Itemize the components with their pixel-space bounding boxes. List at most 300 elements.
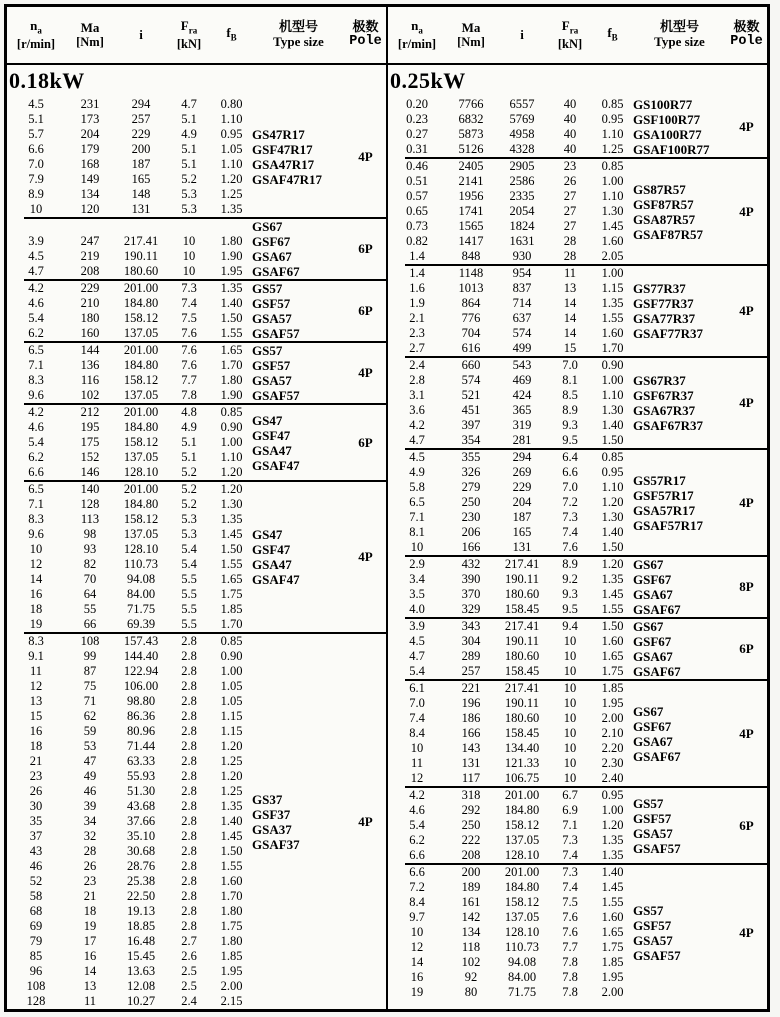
cell-i: 269	[512, 465, 532, 479]
cell-fra: 7.8	[562, 970, 578, 984]
cell-fb: 2.00	[601, 985, 624, 999]
cell-fb: 1.35	[601, 848, 624, 862]
cell-fb: 1.15	[601, 281, 624, 295]
group-type-labels	[252, 219, 345, 279]
table-row	[7, 435, 252, 450]
cell-ma: 6832	[458, 112, 484, 126]
table-row	[388, 373, 633, 388]
cell-fra: 10	[563, 634, 577, 648]
cell-fb: 1.95	[220, 264, 243, 278]
cell-na: 8.3	[28, 634, 44, 648]
type-size-label: GSF87R57	[633, 196, 694, 212]
cell-na: 18	[29, 602, 43, 616]
cell-i: 157.43	[123, 634, 159, 648]
table-row	[7, 904, 252, 919]
cell-i: 43.68	[126, 799, 156, 813]
table-row	[7, 829, 252, 844]
group-data-rows	[7, 343, 252, 403]
cell-fb: 1.00	[601, 266, 624, 280]
cell-fb: 1.20	[220, 482, 243, 496]
cell-i: 4328	[509, 142, 535, 156]
cell-i: 55.93	[126, 769, 156, 783]
cell-fra: 8.1	[562, 373, 578, 387]
cell-ma: 660	[461, 358, 481, 372]
cell-na: 52	[29, 874, 43, 888]
cell-ma: 62	[83, 709, 97, 723]
cell-fra: 2.8	[181, 739, 197, 753]
cell-ma: 219	[80, 249, 100, 263]
cell-fb: 1.20	[220, 465, 243, 479]
cell-fra: 9.5	[562, 602, 578, 616]
cell-fb: 1.45	[220, 829, 243, 843]
table-row	[7, 296, 252, 311]
cell-i: 184.80	[123, 420, 159, 434]
header-symbol-main: F	[561, 17, 570, 33]
cell-na: 12	[410, 940, 424, 954]
cell-fb: 1.55	[220, 859, 243, 873]
cell-fb: 1.75	[601, 940, 624, 954]
cell-i: 201.00	[123, 405, 159, 419]
table-row	[388, 970, 633, 985]
table-row	[388, 326, 633, 341]
cell-na: 7.1	[28, 358, 44, 372]
pole-value: 4P	[739, 203, 754, 219]
header-unit: [r/min]	[397, 37, 437, 52]
cell-fra: 10	[563, 726, 577, 740]
type-size-label: GSF67	[633, 572, 672, 587]
group-data-rows	[388, 266, 633, 356]
table-row	[388, 495, 633, 510]
type-size-label: GS37	[252, 791, 283, 807]
ratio-group	[388, 681, 767, 786]
cell-i: 51.30	[126, 784, 156, 798]
cell-fra: 2.8	[181, 859, 197, 873]
cell-na: 7.0	[409, 696, 425, 710]
cell-na: 10	[410, 540, 424, 554]
cell-fb: 1.75	[601, 664, 624, 678]
cell-na: 4.5	[28, 97, 44, 111]
table-row	[388, 925, 633, 940]
table-row	[7, 602, 252, 617]
cell-ma: 26	[83, 859, 97, 873]
type-size-label: GS57	[633, 795, 664, 811]
cell-na: 4.7	[409, 649, 425, 663]
table-row	[388, 296, 633, 311]
cell-fb: 2.05	[601, 249, 624, 263]
cell-fb: 1.45	[601, 880, 624, 894]
cell-na: 2.4	[409, 358, 425, 372]
group-type-labels	[633, 557, 726, 617]
cell-fb: 1.60	[601, 634, 624, 648]
type-size-label: GSAF67	[252, 264, 300, 279]
cell-fra: 7.4	[562, 880, 578, 894]
table-row	[388, 602, 633, 617]
cell-i: 134.40	[504, 741, 540, 755]
cell-na: 13	[29, 694, 43, 708]
cell-fra: 6.4	[562, 450, 578, 464]
cell-fra: 7.3	[181, 281, 197, 295]
cell-i: 98.80	[126, 694, 156, 708]
table-row	[7, 311, 252, 326]
ratio-group	[7, 219, 386, 279]
cell-fb: 1.20	[220, 769, 243, 783]
cell-ma: 118	[461, 940, 481, 954]
cell-fra: 7.1	[562, 818, 578, 832]
cell-fb: 1.40	[220, 814, 243, 828]
cell-fb: 1.95	[601, 970, 624, 984]
cell-ma: 120	[80, 202, 100, 216]
pole-value: 6P	[358, 434, 373, 450]
table-row	[388, 358, 633, 373]
cell-fra: 7.6	[562, 540, 578, 554]
header-symbol-main: n	[411, 17, 419, 33]
cell-fra: 7.8	[562, 985, 578, 999]
cell-fb: 1.85	[601, 681, 624, 695]
ratio-group	[388, 450, 767, 555]
cell-ma: 17	[83, 934, 97, 948]
table-row	[7, 844, 252, 859]
ratio-group	[7, 482, 386, 632]
table-row	[7, 679, 252, 694]
pole-value: 4P	[358, 813, 373, 829]
cell-na: 2.3	[409, 326, 425, 340]
header-symbol	[7, 19, 65, 38]
cell-fb: 1.75	[220, 919, 243, 933]
cell-ma: 98	[83, 527, 97, 541]
cell-i: 128.10	[504, 848, 540, 862]
cell-na: 6.6	[28, 142, 44, 156]
type-size-label: GSAF77R37	[633, 326, 704, 341]
pole-value: 4P	[739, 395, 754, 410]
cell-fb: 0.90	[220, 420, 243, 434]
cell-na: 3.1	[409, 388, 425, 402]
table-row	[7, 234, 252, 249]
column-header-pole	[345, 21, 386, 49]
table-row	[388, 649, 633, 664]
cell-na: 3.9	[409, 619, 425, 633]
table-row	[7, 572, 252, 587]
cell-fb: 1.65	[220, 572, 243, 586]
cell-fra: 40	[563, 127, 577, 141]
table-row	[7, 157, 252, 172]
cell-fb: 1.20	[601, 818, 624, 832]
cell-i: 158.12	[504, 895, 540, 909]
cell-na: 16	[29, 587, 43, 601]
type-size-label: GSF57	[633, 810, 672, 826]
table-row	[7, 482, 252, 497]
ratio-group	[388, 358, 767, 448]
cell-na: 8.9	[28, 187, 44, 201]
cell-na: 5.8	[409, 480, 425, 494]
cell-na: 3.4	[409, 572, 425, 586]
type-size-label: GSAF67	[633, 602, 681, 617]
cell-na: 3.6	[409, 403, 425, 417]
table-row	[7, 187, 252, 202]
cell-na: 6.2	[28, 450, 44, 464]
cell-i: 10.27	[126, 994, 156, 1008]
table-row	[7, 373, 252, 388]
cell-i: 22.50	[126, 889, 156, 903]
type-size-label: GSA100R77	[633, 127, 702, 142]
cell-ma: 329	[461, 602, 481, 616]
cell-i: 18.85	[126, 919, 156, 933]
cell-i: 190.11	[124, 249, 158, 263]
cell-fb: 1.00	[601, 803, 624, 817]
cell-ma: 776	[461, 311, 481, 325]
cell-i: 131	[131, 202, 151, 216]
cell-i: 158.12	[123, 512, 159, 526]
cell-fb: 1.75	[220, 587, 243, 601]
cell-na: 8.3	[28, 373, 44, 387]
cell-i: 180.60	[504, 649, 540, 663]
cell-i: 5769	[509, 112, 535, 126]
table-row	[388, 142, 633, 157]
cell-i: 158.12	[123, 311, 159, 325]
table-row	[7, 343, 252, 358]
type-size-label: GSAF37	[252, 836, 300, 852]
cell-i: 71.75	[126, 602, 156, 616]
cell-na: 4.2	[28, 281, 44, 295]
cell-fra: 5.5	[181, 617, 197, 631]
group-data-rows	[388, 788, 633, 863]
cell-ma: 289	[461, 649, 481, 663]
cell-fra: 6.6	[562, 465, 578, 479]
cell-ma: 1741	[458, 204, 484, 218]
cell-i: 217.41	[504, 619, 540, 633]
cell-fra: 2.8	[181, 784, 197, 798]
cell-i: 121.33	[504, 756, 540, 770]
cell-i: 137.05	[504, 910, 540, 924]
type-size-label: GSA57	[633, 932, 673, 948]
cell-i: 187	[512, 510, 532, 524]
table-row	[7, 754, 252, 769]
group-type-labels	[252, 343, 345, 403]
table-row	[388, 480, 633, 495]
table-row	[7, 889, 252, 904]
header-cn-label: 机型号	[659, 20, 699, 35]
cell-fra: 10	[182, 234, 196, 248]
header-symbol	[167, 19, 211, 38]
table-half-0	[7, 7, 386, 1009]
table-row	[7, 994, 252, 1009]
cell-ma: 32	[83, 829, 97, 843]
cell-i: 184.80	[123, 497, 159, 511]
table-row	[7, 649, 252, 664]
cell-i: 424	[512, 388, 532, 402]
type-size-label: GS67R37	[633, 373, 686, 388]
cell-fra: 7.5	[562, 895, 578, 909]
type-size-label: GSA67	[252, 249, 292, 264]
cell-fb: 1.60	[601, 234, 624, 248]
cell-fra: 10	[563, 711, 577, 725]
cell-ma: 704	[461, 326, 481, 340]
cell-i: 837	[512, 281, 532, 295]
cell-i: 184.80	[123, 296, 159, 310]
group-type-labels	[633, 97, 726, 157]
cell-i: 217.41	[123, 234, 159, 248]
ratio-group	[388, 159, 767, 264]
table-row	[7, 664, 252, 679]
cell-na: 1.4	[409, 249, 425, 263]
cell-fra: 8.5	[562, 388, 578, 402]
cell-fb: 1.10	[601, 480, 624, 494]
cell-i: 110.73	[505, 940, 539, 954]
cell-fra: 8.9	[562, 403, 578, 417]
table-row	[388, 634, 633, 649]
cell-ma: 451	[461, 403, 481, 417]
table-row	[7, 172, 252, 187]
cell-ma: 143	[461, 741, 481, 755]
cell-ma: 19	[83, 919, 97, 933]
type-size-label: GSF57R17	[633, 487, 694, 503]
ratio-group	[7, 405, 386, 480]
cell-ma: 230	[461, 510, 481, 524]
cell-ma: 152	[80, 450, 100, 464]
header-symbol	[211, 26, 252, 45]
cell-fra: 2.8	[181, 874, 197, 888]
cell-i: 19.13	[126, 904, 156, 918]
cell-fb: 1.30	[601, 204, 624, 218]
cell-i: 165	[131, 172, 151, 186]
cell-fb: 1.20	[601, 495, 624, 509]
header-symbol	[496, 28, 548, 42]
cell-na: 0.57	[406, 189, 428, 203]
cell-fra: 4.7	[181, 97, 197, 111]
type-size-label: GSF77R37	[633, 296, 694, 311]
cell-ma: 250	[461, 495, 481, 509]
cell-i: 365	[512, 403, 532, 417]
header-en-label: Type size	[273, 34, 324, 49]
cell-fb: 1.50	[220, 542, 243, 556]
cell-na: 37	[29, 829, 43, 843]
cell-i: 204	[512, 495, 532, 509]
cell-fra: 5.4	[181, 542, 197, 556]
cell-ma: 116	[80, 373, 100, 387]
cell-fra: 5.3	[181, 527, 197, 541]
type-size-label: GSF37	[252, 806, 291, 822]
cell-fra: 2.8	[181, 814, 197, 828]
cell-i: 954	[512, 266, 532, 280]
table-row	[388, 433, 633, 448]
cell-fb: 1.55	[601, 311, 624, 325]
section-title: 0.25kW	[390, 68, 466, 93]
cell-fb: 1.35	[601, 833, 624, 847]
table-row	[388, 587, 633, 602]
cell-na: 16	[29, 724, 43, 738]
cell-i: 110.73	[124, 557, 158, 571]
cell-ma: 204	[80, 127, 100, 141]
cell-ma: 113	[80, 512, 100, 526]
cell-na: 7.2	[409, 880, 425, 894]
column-header-ma	[65, 21, 115, 49]
table-row	[388, 204, 633, 219]
cell-fb: 1.65	[601, 925, 624, 939]
cell-i: 229	[131, 127, 151, 141]
group-data-rows	[7, 405, 252, 480]
cell-ma: 212	[80, 405, 100, 419]
cell-fb: 1.50	[220, 844, 243, 858]
cell-na: 8.4	[409, 895, 425, 909]
cell-fra: 11	[563, 266, 577, 280]
cell-fb: 1.35	[601, 296, 624, 310]
table-row	[7, 814, 252, 829]
cell-ma: 11	[83, 994, 97, 1008]
cell-ma: 343	[461, 619, 481, 633]
cell-na: 7.0	[28, 157, 44, 171]
header-symbol	[65, 21, 115, 35]
group-data-rows	[388, 450, 633, 555]
cell-i: 319	[512, 418, 532, 432]
type-size-label: GSF67	[633, 718, 672, 734]
cell-fb: 1.60	[220, 874, 243, 888]
group-type-labels	[252, 405, 345, 480]
cell-fra: 5.1	[181, 450, 197, 464]
table-row	[7, 724, 252, 739]
cell-i: 30.68	[126, 844, 156, 858]
cell-fra: 2.8	[181, 904, 197, 918]
cell-na: 3.9	[28, 234, 44, 248]
cell-fb: 1.15	[220, 709, 243, 723]
group-type-labels	[252, 281, 345, 341]
cell-na: 7.1	[28, 497, 44, 511]
table-row	[7, 934, 252, 949]
type-size-label: GSAF57R17	[633, 517, 704, 533]
cell-ma: 208	[461, 848, 481, 862]
cell-na: 6.5	[409, 495, 425, 509]
cell-ma: 21	[83, 889, 97, 903]
table-half-1	[388, 7, 767, 1009]
cell-i: 13.63	[126, 964, 156, 978]
cell-fra: 27	[563, 219, 577, 233]
cell-fra: 5.2	[181, 172, 197, 186]
cell-ma: 146	[80, 465, 100, 479]
cell-fb: 1.10	[220, 157, 243, 171]
cell-i: 63.33	[126, 754, 156, 768]
cell-fb: 0.85	[601, 159, 624, 173]
pole-value: 4P	[739, 494, 754, 510]
cell-fb: 2.00	[601, 711, 624, 725]
cell-fra: 7.8	[181, 388, 197, 402]
header-symbol-sub: a	[418, 25, 423, 36]
cell-ma: 326	[461, 465, 481, 479]
cell-i: 190.11	[505, 634, 539, 648]
column-header-i	[496, 28, 548, 42]
cell-na: 10	[29, 542, 43, 556]
ratio-group	[7, 281, 386, 341]
cell-fb: 1.20	[220, 172, 243, 186]
type-size-label: GSF57	[633, 917, 672, 933]
cell-fb: 0.90	[220, 649, 243, 663]
type-size-label: GSA77R37	[633, 311, 696, 326]
cell-ma: 160	[80, 326, 100, 340]
column-header-row	[388, 7, 767, 63]
cell-fb: 1.55	[220, 557, 243, 571]
table-row	[7, 874, 252, 889]
cell-fra: 27	[563, 204, 577, 218]
column-header-type	[633, 21, 726, 49]
cell-na: 15	[29, 709, 43, 723]
table-row	[388, 756, 633, 771]
cell-fb: 1.40	[601, 865, 624, 879]
cell-na: 6.6	[28, 465, 44, 479]
ratio-group	[388, 97, 767, 157]
type-size-label: GSA67	[633, 587, 673, 602]
cell-ma: 616	[461, 341, 481, 355]
cell-ma: 71	[83, 694, 97, 708]
cell-na: 9.1	[28, 649, 44, 663]
cell-na: 14	[410, 955, 424, 969]
cell-fra: 5.1	[181, 157, 197, 171]
